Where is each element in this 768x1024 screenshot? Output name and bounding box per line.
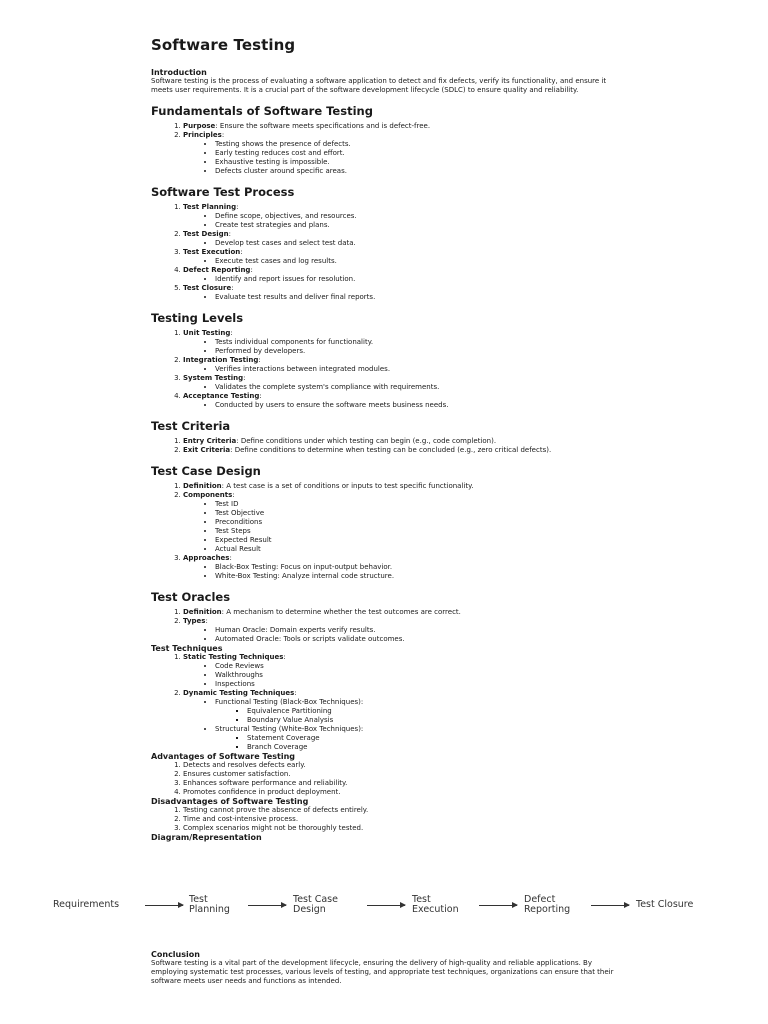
- advantages-heading: Advantages of Software Testing: [151, 752, 295, 761]
- list-item: • Defects cluster around specific areas.: [215, 167, 621, 176]
- list-item: • Testing shows the presence of defects.: [215, 140, 621, 149]
- disadvantages-heading: Disadvantages of Software Testing: [151, 797, 309, 806]
- flow-node-test-closure: Test Closure: [636, 899, 694, 910]
- list-item: 2. Components: • Test ID • Test Objective • Preconditions • Test Steps • Expected Result • Actual Result: [183, 491, 621, 554]
- list-item: • White-Box Testing: Analyze internal code structure.: [215, 572, 621, 581]
- flow-arrow: [591, 905, 629, 906]
- criteria-list: [151, 437, 621, 455]
- advantages-list: [151, 761, 621, 797]
- flow-arrow: [145, 905, 183, 906]
- list-item: 3. Enhances software performance and reliability.: [183, 779, 621, 788]
- list-item: 1. Detects and resolves defects early.: [183, 761, 621, 770]
- sub-list: [183, 257, 621, 266]
- item-label: Types: [183, 617, 206, 625]
- list-item: 2. Test Design: • Develop test cases and select test data.: [183, 230, 621, 248]
- list-item: 5. Test Closure: • Evaluate test results and deliver final reports.: [183, 284, 621, 302]
- list-item: 1. Testing cannot prove the absence of defects entirely.: [183, 806, 621, 815]
- list-item: • Conducted by users to ensure the software meets business needs.: [215, 401, 621, 410]
- item-label: Components: [183, 491, 233, 499]
- levels-heading: Testing Levels: [151, 311, 244, 325]
- item-label: Acceptance Testing: [183, 392, 260, 400]
- item-text: : Define conditions to determine when testing can be concluded (e.g., zero critical defects).: [230, 446, 552, 454]
- list-item: [183, 437, 621, 446]
- oracles-section: [151, 590, 621, 644]
- list-item: [183, 446, 621, 455]
- list-item: • Test ID: [215, 500, 621, 509]
- list-item: • Tests individual components for functionality.: [215, 338, 621, 347]
- list-item: ▪ Equivalence Partitioning: [247, 707, 621, 716]
- item-label: Test Planning: [183, 203, 237, 211]
- case-design-section: [151, 464, 621, 581]
- item-label: Definition: [183, 608, 222, 616]
- conclusion-text: Software testing is a vital part of the development lifecycle, ensuring the delivery of high-quality and reliable applications. By employing systematic test processes, various levels of testing, and appropriate test techniques, organizations can ensure that their software meets user needs and functions as intended.: [151, 959, 614, 985]
- flow-node-test-case-design: Test Case Design: [293, 894, 338, 915]
- intro-text: Software testing is the process of evaluating a software application to detect and fix defects, verify its functionality, and ensure it meets user requirements. It is a crucial part of the software development lifecycle (SDLC) to ensure quality and reliability.: [151, 77, 607, 94]
- list-item: • Execute test cases and log results.: [215, 257, 621, 266]
- list-item: [183, 482, 621, 491]
- list-item: • Walkthroughs: [215, 671, 621, 680]
- item-label: Test Execution: [183, 248, 241, 256]
- item-text: Functional Testing (Black-Box Techniques):: [215, 698, 364, 706]
- techniques-section: [151, 644, 621, 752]
- list-item: [183, 122, 621, 131]
- advantages-section: [151, 752, 621, 797]
- list-item: • Early testing reduces cost and effort.: [215, 149, 621, 158]
- conclusion-section: [151, 950, 621, 986]
- list-item: 4. Promotes confidence in product deployment.: [183, 788, 621, 797]
- list-item: • Exhaustive testing is impossible.: [215, 158, 621, 167]
- list-item: 2. Types: • Human Oracle: Domain experts verify results. • Automated Oracle: Tools or scripts validate outcomes.: [183, 617, 621, 644]
- flow-node-defect-reporting: Defect Reporting: [524, 894, 571, 915]
- criteria-heading: Test Criteria: [151, 419, 231, 433]
- page-title: Software Testing: [151, 36, 296, 54]
- list-item: • Human Oracle: Domain experts verify results.: [215, 626, 621, 635]
- list-item: 1. Test Planning: • Define scope, objectives, and resources. • Create test strategies and plans.: [183, 203, 621, 230]
- flow-node-test-planning: Test Planning: [189, 894, 230, 915]
- item-label: Entry Criteria: [183, 437, 237, 445]
- item-label: Unit Testing: [183, 329, 231, 337]
- list-item: • Test Steps: [215, 527, 621, 536]
- techniques-heading: Test Techniques: [151, 644, 223, 653]
- sub-list: [183, 275, 621, 284]
- list-item: ▪ Branch Coverage: [247, 743, 621, 752]
- list-item: 1. Unit Testing: • Tests individual components for functionality. • Performed by developers.: [183, 329, 621, 356]
- list-item: • Performed by developers.: [215, 347, 621, 356]
- sub-list: [183, 293, 621, 302]
- list-item: [183, 608, 621, 617]
- list-item: 2. Time and cost-intensive process.: [183, 815, 621, 824]
- levels-list: [151, 329, 621, 410]
- oracles-heading: Test Oracles: [151, 590, 231, 604]
- flow-node-test-execution: Test Execution: [412, 894, 459, 915]
- list-item: 2. Integration Testing: • Verifies interactions between integrated modules.: [183, 356, 621, 374]
- list-item: • Validates the complete system's compliance with requirements.: [215, 383, 621, 392]
- sub-list: [183, 662, 621, 689]
- criteria-section: [151, 419, 621, 455]
- item-text: : A test case is a set of conditions or inputs to test specific functionality.: [221, 482, 474, 490]
- item-label: Principles: [183, 131, 222, 139]
- intro-heading: Introduction: [151, 68, 207, 77]
- list-item: 4. Acceptance Testing: • Conducted by users to ensure the software meets business needs.: [183, 392, 621, 410]
- process-section: [151, 185, 621, 302]
- list-item: • Define scope, objectives, and resources.: [215, 212, 621, 221]
- case-design-heading: Test Case Design: [151, 464, 261, 478]
- list-item: 4. Defect Reporting: • Identify and report issues for resolution.: [183, 266, 621, 284]
- item-label: Test Closure: [183, 284, 232, 292]
- levels-section: [151, 311, 621, 410]
- list-item: • Test Objective: [215, 509, 621, 518]
- item-label: Defect Reporting: [183, 266, 251, 274]
- list-item: • Expected Result: [215, 536, 621, 545]
- list-item: [215, 698, 621, 725]
- list-item: 2. Dynamic Testing Techniques: • Functional Testing (Black-Box Techniques): ▪ Equivalence Partitioning ▪ Boundary Value Analysis • Structural Testing (White-Box Techniques): ▪ Statement Coverage ▪ Branch Coverage: [183, 689, 621, 752]
- item-text: : Define conditions under which testing can begin (e.g., code completion).: [236, 437, 497, 445]
- item-label: Dynamic Testing Techniques: [183, 689, 295, 697]
- document-body: [151, 36, 621, 842]
- list-item: 2. Principles: • Testing shows the presence of defects. • Early testing reduces cost and effort. • Exhaustive testing is impossible. • Defects cluster around specific areas.: [183, 131, 621, 176]
- fundamentals-list: [151, 122, 621, 176]
- sub-list: [183, 563, 621, 581]
- item-label: System Testing: [183, 374, 244, 382]
- list-item: • Identify and report issues for resolution.: [215, 275, 621, 284]
- disadvantages-section: [151, 797, 621, 833]
- sub-list: [183, 212, 621, 230]
- list-item: 2. Ensures customer satisfaction.: [183, 770, 621, 779]
- sub-list: [183, 401, 621, 410]
- sub-list: [183, 365, 621, 374]
- item-text: : Ensure the software meets specifications and is defect-free.: [215, 122, 431, 130]
- list-item: ▪ Boundary Value Analysis: [247, 716, 621, 725]
- sub-list: [183, 383, 621, 392]
- disadvantages-list: [151, 806, 621, 833]
- list-item: • Evaluate test results and deliver final reports.: [215, 293, 621, 302]
- sub-list: [183, 500, 621, 554]
- list-item: • Code Reviews: [215, 662, 621, 671]
- process-flow-diagram: [50, 893, 730, 923]
- process-heading: Software Test Process: [151, 185, 295, 199]
- item-label: Purpose: [183, 122, 216, 130]
- diagram-heading: Diagram/Representation: [151, 833, 262, 842]
- flow-arrow: [479, 905, 517, 906]
- principles-list: [183, 140, 621, 176]
- item-label: Integration Testing: [183, 356, 259, 364]
- list-item: 1. Static Testing Techniques: • Code Reviews • Walkthroughs • Inspections: [183, 653, 621, 689]
- list-item: • Develop test cases and select test data.: [215, 239, 621, 248]
- sub-list: [215, 734, 621, 752]
- fundamentals-heading: Fundamentals of Software Testing: [151, 104, 373, 118]
- list-item: • Create test strategies and plans.: [215, 221, 621, 230]
- item-label: Approaches: [183, 554, 230, 562]
- item-text: : A mechanism to determine whether the test outcomes are correct.: [221, 608, 461, 616]
- list-item: [215, 725, 621, 752]
- item-label: Exit Criteria: [183, 446, 231, 454]
- item-label: Test Design: [183, 230, 229, 238]
- list-item: 3. Approaches: • Black-Box Testing: Focus on input-output behavior. • White-Box Testing: Analyze internal code structure.: [183, 554, 621, 581]
- flow-arrow: [367, 905, 405, 906]
- flow-node-requirements: Requirements: [53, 899, 120, 910]
- conclusion-heading: Conclusion: [151, 950, 200, 959]
- item-text: Structural Testing (White-Box Techniques):: [215, 725, 364, 733]
- item-label: Definition: [183, 482, 222, 490]
- intro-section: [151, 68, 621, 95]
- sub-list: [183, 698, 621, 752]
- list-item: • Verifies interactions between integrated modules.: [215, 365, 621, 374]
- techniques-list: [151, 653, 621, 752]
- sub-list: [215, 707, 621, 725]
- list-item: • Actual Result: [215, 545, 621, 554]
- case-design-list: [151, 482, 621, 581]
- list-item: 3. System Testing: • Validates the complete system's compliance with requirements.: [183, 374, 621, 392]
- sub-list: [183, 338, 621, 356]
- sub-list: [183, 626, 621, 644]
- flow-arrow: [248, 905, 286, 906]
- list-item: • Black-Box Testing: Focus on input-output behavior.: [215, 563, 621, 572]
- list-item: • Inspections: [215, 680, 621, 689]
- fundamentals-section: [151, 104, 621, 176]
- item-label: Static Testing Techniques: [183, 653, 284, 661]
- oracles-list: [151, 608, 621, 644]
- list-item: 3. Test Execution: • Execute test cases and log results.: [183, 248, 621, 266]
- list-item: 3. Complex scenarios might not be thoroughly tested.: [183, 824, 621, 833]
- list-item: • Automated Oracle: Tools or scripts validate outcomes.: [215, 635, 621, 644]
- sub-list: [183, 239, 621, 248]
- list-item: • Preconditions: [215, 518, 621, 527]
- process-list: [151, 203, 621, 302]
- list-item: ▪ Statement Coverage: [247, 734, 621, 743]
